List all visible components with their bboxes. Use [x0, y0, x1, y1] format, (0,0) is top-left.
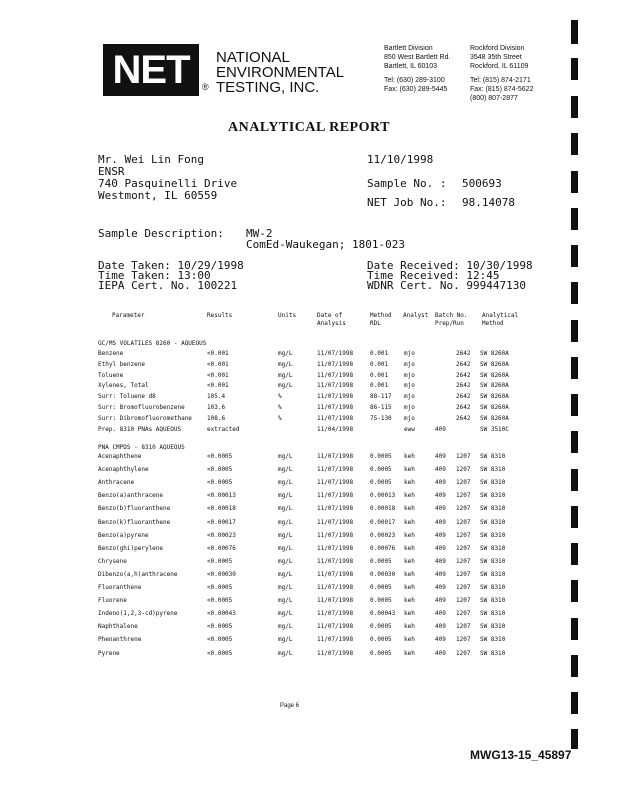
- cell-results: 105.4: [207, 393, 226, 401]
- edge-mark: [571, 692, 578, 714]
- col-parameter: Parameter: [112, 312, 145, 319]
- cell-analysis-date: 11/07/1998: [317, 518, 354, 526]
- cell-method-rdl: 0.001: [370, 350, 389, 357]
- cell-analytical-method: SW 8260A: [480, 360, 509, 368]
- col-date-of-analysis: Date of Analysis: [317, 312, 346, 327]
- cell-analyst: keh: [404, 479, 415, 487]
- cell-batch-run: 2642: [456, 414, 471, 422]
- cell-analytical-method: SW 8260A: [480, 350, 509, 357]
- cell-analytical-method: SW 8310: [480, 492, 506, 500]
- cell-parameter: Acenaphthene: [98, 453, 142, 460]
- cell-batch-run: 1207: [456, 531, 471, 539]
- cell-analysis-date: 11/07/1998: [317, 623, 354, 631]
- cell-results: <0.00017: [207, 518, 236, 526]
- cell-analysis-date: 11/07/1998: [317, 479, 354, 487]
- cell-batch-run: 1207: [456, 570, 471, 578]
- col-units: Units: [278, 312, 297, 319]
- edge-mark: [571, 282, 578, 304]
- company-logo: NET: [103, 44, 199, 96]
- cell-units: mg/L: [278, 636, 293, 644]
- table-row: [0, 415, 618, 426]
- recipient-city: Westmont, IL 60559: [98, 189, 218, 202]
- cell-method-rdl: 0.0005: [370, 584, 392, 591]
- cell-parameter: Phenanthrene: [98, 636, 142, 644]
- cell-analysis-date: 11/07/1998: [317, 505, 354, 513]
- cell-analysis-date: 11/07/1998: [317, 360, 354, 368]
- cell-batch-run: 1207: [456, 610, 471, 618]
- table-row: [0, 382, 618, 393]
- rockford-division-address: Rockford Division 3548 35th Street Rockford, IL 61109 Tel: (815) 874-2171 Fax: (815) 874-5622 (800) 807-2877: [470, 45, 534, 102]
- table-row: [0, 610, 618, 621]
- cell-results: 108.6: [207, 414, 226, 422]
- cell-analyst: keh: [404, 466, 415, 474]
- cell-results: <0.0005: [207, 636, 233, 644]
- cell-batch-run: 1207: [456, 636, 471, 644]
- cell-parameter: Surr: Dibromofluoromethane: [98, 414, 192, 422]
- time-received: Time Received: 12:45: [367, 269, 500, 282]
- cell-analytical-method: SW 8310: [480, 636, 506, 644]
- cell-analysis-date: 11/07/1998: [317, 404, 354, 411]
- cell-analysis-date: 11/07/1998: [317, 531, 354, 539]
- cell-analyst: keh: [404, 505, 415, 513]
- cell-batch-run: 2642: [456, 350, 471, 357]
- table-row: [0, 453, 618, 464]
- cell-results: <0.001: [207, 371, 229, 379]
- table-row: [0, 623, 618, 634]
- cell-batch-prep: 409: [435, 610, 446, 618]
- cell-parameter: Pyrene: [98, 649, 120, 657]
- section-title-pna: PNA CMPDS - 8310 AQUEOUS: [98, 444, 185, 451]
- col-method-rdl: Method RDL: [370, 312, 392, 327]
- company-name-line-2: ENVIRONMENTAL: [216, 64, 345, 81]
- cell-units: mg/L: [278, 505, 293, 513]
- cell-units: %: [278, 393, 282, 401]
- cell-method-rdl: 0.00018: [370, 505, 396, 513]
- cell-units: mg/L: [278, 610, 293, 618]
- date-received: Date Received: 10/30/1998: [367, 259, 533, 272]
- cell-parameter: Benzo(a)pyrene: [98, 531, 149, 539]
- table-row: [0, 492, 618, 503]
- cell-batch-run: 1207: [456, 597, 471, 605]
- cell-analyst: keh: [404, 649, 415, 657]
- table-row: [0, 571, 618, 582]
- cell-analysis-date: 11/07/1998: [317, 584, 354, 591]
- cell-results: <0.0005: [207, 597, 233, 605]
- cell-analysis-date: 11/07/1998: [317, 466, 354, 474]
- cell-analyst: keh: [404, 623, 415, 631]
- edge-mark: [571, 543, 578, 565]
- section-title-volatiles: GC/MS VOLATILES 8260 - AQUEOUS: [98, 340, 207, 347]
- report-title: ANALYTICAL REPORT: [228, 120, 390, 135]
- cell-results: <0.001: [207, 350, 229, 357]
- table-row: [0, 545, 618, 556]
- table-row: [0, 584, 618, 595]
- cell-method-rdl: 0.00023: [370, 531, 396, 539]
- cell-batch-prep: 409: [435, 584, 446, 591]
- cell-results: <0.00023: [207, 531, 236, 539]
- sample-description-label: Sample Description:: [98, 227, 224, 240]
- sample-no-value: 500693: [462, 177, 502, 190]
- cell-analyst: mjo: [404, 350, 415, 357]
- cell-analytical-method: SW 8260A: [480, 393, 509, 401]
- wdnr-cert: WDNR Cert. No. 999447130: [367, 279, 526, 292]
- cell-batch-prep: 409: [435, 466, 446, 474]
- cell-analytical-method: SW 8310: [480, 557, 506, 565]
- cell-results: <0.00018: [207, 505, 236, 513]
- cell-parameter: Benzo(k)fluoranthene: [98, 518, 171, 526]
- cell-analytical-method: SW 8260A: [480, 382, 509, 390]
- cell-method-rdl: 0.00043: [370, 610, 396, 618]
- cell-results: <0.0005: [207, 453, 233, 460]
- cell-batch-run: 2642: [456, 371, 471, 379]
- cell-method-rdl: 0.0005: [370, 557, 392, 565]
- sample-no-label: Sample No. :: [367, 177, 447, 190]
- cell-analyst: keh: [404, 597, 415, 605]
- iepa-cert: IEPA Cert. No. 100221: [98, 279, 238, 292]
- date-taken: Date Taken: 10/29/1998: [98, 259, 244, 272]
- cell-analyst: keh: [404, 570, 415, 578]
- cell-analysis-date: 11/07/1998: [317, 649, 354, 657]
- cell-batch-prep: 409: [435, 649, 446, 657]
- cell-analyst: mjo: [404, 393, 415, 401]
- cell-batch-run: 1207: [456, 584, 471, 591]
- cell-parameter: Fluorene: [98, 597, 127, 605]
- cell-units: mg/L: [278, 492, 293, 500]
- cell-method-rdl: 0.0005: [370, 466, 392, 474]
- col-analytical-method: Analytical Method: [482, 312, 519, 327]
- table-row: [0, 505, 618, 516]
- cell-batch-prep: 409: [435, 623, 446, 631]
- edge-mark: [571, 618, 578, 640]
- cell-batch-run: 1207: [456, 479, 471, 487]
- table-row: [0, 466, 618, 477]
- cell-method-rdl: 0.00013: [370, 492, 396, 500]
- recipient-name: Mr. Wei Lin Fong: [98, 153, 204, 166]
- table-row: [0, 350, 618, 361]
- edge-mark: [571, 245, 578, 267]
- cell-batch-prep: 409: [435, 518, 446, 526]
- cell-batch-run: 2642: [456, 393, 471, 401]
- cell-batch-prep: 409: [435, 636, 446, 644]
- cell-units: mg/L: [278, 557, 293, 565]
- cell-parameter: Acenaphthylene: [98, 466, 149, 474]
- cell-batch-prep: 409: [435, 597, 446, 605]
- cell-parameter: Naphthalene: [98, 623, 138, 631]
- cell-results: <0.001: [207, 360, 229, 368]
- cell-batch-prep: 409: [435, 425, 446, 433]
- cell-analytical-method: SW 8310: [480, 505, 506, 513]
- cell-analysis-date: 11/07/1998: [317, 414, 354, 422]
- cell-analyst: keh: [404, 636, 415, 644]
- cell-parameter: Anthracene: [98, 479, 135, 487]
- cell-results: <0.0005: [207, 557, 233, 565]
- company-name-line-1: NATIONAL: [216, 49, 290, 66]
- cell-analytical-method: SW 8310: [480, 649, 506, 657]
- recipient-street: 740 Pasquinelli Drive: [98, 177, 238, 190]
- cell-units: mg/L: [278, 570, 293, 578]
- cell-analyst: mjo: [404, 382, 415, 390]
- cell-parameter: Benzo(b)fluoranthene: [98, 505, 171, 513]
- cell-analyst: keh: [404, 584, 415, 591]
- edge-mark: [571, 133, 578, 155]
- cell-parameter: Surr: Bromofluorobenzene: [98, 404, 185, 411]
- cell-analysis-date: 11/07/1998: [317, 597, 354, 605]
- cell-batch-prep: 409: [435, 544, 446, 552]
- edge-mark: [571, 96, 578, 118]
- cell-analytical-method: SW 8310: [480, 623, 506, 631]
- cell-method-rdl: 0.0005: [370, 453, 392, 460]
- cell-parameter: Benzo(a)anthracene: [98, 492, 164, 500]
- cell-analytical-method: SW 8310: [480, 479, 506, 487]
- recipient-org: ENSR: [98, 165, 125, 178]
- cell-method-rdl: 88-117: [370, 393, 392, 401]
- cell-units: mg/L: [278, 382, 293, 390]
- cell-analysis-date: 11/07/1998: [317, 610, 354, 618]
- cell-units: mg/L: [278, 479, 293, 487]
- cell-batch-run: 1207: [456, 505, 471, 513]
- cell-batch-run: 1207: [456, 649, 471, 657]
- cell-method-rdl: 0.001: [370, 382, 389, 390]
- time-taken: Time Taken: 13:00: [98, 269, 211, 282]
- cell-results: <0.00013: [207, 492, 236, 500]
- col-results: Results: [207, 312, 233, 319]
- edge-mark: [571, 320, 578, 342]
- cell-batch-prep: 409: [435, 492, 446, 500]
- cell-results: <0.0005: [207, 649, 233, 657]
- table-row: [0, 479, 618, 490]
- cell-units: mg/L: [278, 531, 293, 539]
- cell-analysis-date: 11/07/1998: [317, 544, 354, 552]
- cell-analytical-method: SW 8310: [480, 531, 506, 539]
- edge-mark: [571, 580, 578, 602]
- cell-batch-run: 1207: [456, 466, 471, 474]
- cell-analytical-method: SW 8260A: [480, 371, 509, 379]
- col-batch-no: Batch No. Prep/Run: [435, 312, 468, 327]
- table-row: [0, 404, 618, 415]
- cell-analysis-date: 11/07/1998: [317, 382, 354, 390]
- cell-analytical-method: SW 8310: [480, 570, 506, 578]
- cell-analyst: mjo: [404, 360, 415, 368]
- cell-results: <0.0005: [207, 584, 233, 591]
- cell-method-rdl: 0.0005: [370, 636, 392, 644]
- cell-analytical-method: SW 8260A: [480, 404, 509, 411]
- cell-units: mg/L: [278, 597, 293, 605]
- job-no-value: 98.14078: [462, 196, 515, 209]
- cell-analyst: keh: [404, 557, 415, 565]
- document-id: MWG13-15_45897: [470, 748, 572, 762]
- sample-description-line-2: ComEd-Waukegan; 1801-023: [246, 238, 405, 251]
- cell-parameter: Fluoranthene: [98, 584, 142, 591]
- cell-analysis-date: 11/07/1998: [317, 492, 354, 500]
- edge-mark: [571, 20, 578, 44]
- cell-results: 103.6: [207, 404, 226, 411]
- cell-units: mg/L: [278, 360, 293, 368]
- cell-units: mg/L: [278, 584, 293, 591]
- edge-mark: [571, 208, 578, 230]
- cell-analysis-date: 11/07/1998: [317, 371, 354, 379]
- cell-analysis-date: 11/07/1998: [317, 453, 354, 460]
- cell-batch-prep: 409: [435, 505, 446, 513]
- edge-mark: [571, 431, 578, 453]
- cell-analysis-date: 11/07/1998: [317, 570, 354, 578]
- cell-batch-run: 1207: [456, 544, 471, 552]
- cell-results: extracted: [207, 425, 240, 433]
- cell-method-rdl: 0.00076: [370, 544, 396, 552]
- edge-mark: [571, 469, 578, 491]
- cell-batch-prep: 409: [435, 479, 446, 487]
- cell-batch-run: 2642: [456, 404, 471, 411]
- cell-results: <0.0005: [207, 623, 233, 631]
- cell-method-rdl: 0.0005: [370, 623, 392, 631]
- cell-method-rdl: 86-115: [370, 404, 392, 411]
- cell-units: mg/L: [278, 544, 293, 552]
- cell-results: <0.0005: [207, 479, 233, 487]
- cell-analytical-method: SW 8310: [480, 584, 506, 591]
- cell-analysis-date: 11/04/1998: [317, 425, 354, 433]
- cell-batch-run: 1207: [456, 492, 471, 500]
- cell-method-rdl: 0.0005: [370, 649, 392, 657]
- table-row: [0, 532, 618, 543]
- cell-parameter: Xylenes, Total: [98, 382, 149, 390]
- cell-parameter: Chrysene: [98, 557, 127, 565]
- company-name-line-3: TESTING, INC.: [216, 79, 320, 96]
- cell-analytical-method: SW 8310: [480, 518, 506, 526]
- col-analyst: Analyst: [403, 312, 429, 319]
- table-row: [0, 393, 618, 404]
- cell-analyst: keh: [404, 518, 415, 526]
- registered-mark: ®: [202, 82, 209, 92]
- cell-analytical-method: SW 8310: [480, 453, 506, 460]
- cell-method-rdl: 0.001: [370, 360, 389, 368]
- cell-analytical-method: SW 3510C: [480, 425, 509, 433]
- cell-batch-run: 1207: [456, 557, 471, 565]
- cell-batch-run: 1207: [456, 453, 471, 460]
- cell-results: <0.00030: [207, 570, 236, 578]
- cell-parameter: Toluene: [98, 371, 124, 379]
- cell-batch-run: 1207: [456, 518, 471, 526]
- page-number: Page 6: [280, 703, 300, 709]
- cell-analytical-method: SW 8310: [480, 610, 506, 618]
- cell-units: mg/L: [278, 623, 293, 631]
- cell-results: <0.001: [207, 382, 229, 390]
- cell-method-rdl: 0.00030: [370, 570, 396, 578]
- cell-analyst: mjo: [404, 404, 415, 411]
- table-row: [0, 519, 618, 530]
- cell-units: mg/L: [278, 350, 293, 357]
- table-row: [0, 372, 618, 383]
- cell-method-rdl: 0.0005: [370, 597, 392, 605]
- job-no-label: NET Job No.:: [367, 196, 447, 209]
- edge-mark: [571, 655, 578, 677]
- cell-analyst: keh: [404, 531, 415, 539]
- cell-analytical-method: SW 8260A: [480, 414, 509, 422]
- bartlett-division-address: Bartlett Division 850 West Bartlett Rd. Bartlett, IL 60103 Tel: (630) 289-3100 Fax: (630) 289-5445: [384, 45, 451, 93]
- cell-batch-prep: 409: [435, 570, 446, 578]
- cell-batch-prep: 409: [435, 531, 446, 539]
- cell-parameter: Benzo(ghi)perylene: [98, 544, 164, 552]
- cell-units: %: [278, 414, 282, 422]
- cell-analyst: eww: [404, 425, 415, 433]
- table-row: [0, 361, 618, 372]
- cell-analysis-date: 11/07/1998: [317, 350, 354, 357]
- cell-analytical-method: SW 8310: [480, 466, 506, 474]
- table-row: [0, 650, 618, 661]
- cell-units: mg/L: [278, 453, 293, 460]
- cell-batch-run: 2642: [456, 360, 471, 368]
- cell-units: mg/L: [278, 466, 293, 474]
- cell-results: <0.0005: [207, 466, 233, 474]
- table-row: [0, 558, 618, 569]
- edge-mark: [571, 729, 578, 749]
- edge-mark: [571, 394, 578, 416]
- cell-method-rdl: 0.0005: [370, 479, 392, 487]
- cell-analysis-date: 11/07/1998: [317, 557, 354, 565]
- table-row: [0, 636, 618, 647]
- table-row: [0, 597, 618, 608]
- cell-results: <0.00043: [207, 610, 236, 618]
- sample-description-line-1: MW-2: [246, 227, 273, 240]
- cell-analyst: mjo: [404, 371, 415, 379]
- cell-analytical-method: SW 8310: [480, 597, 506, 605]
- cell-analytical-method: SW 8310: [480, 544, 506, 552]
- cell-units: mg/L: [278, 371, 293, 379]
- cell-parameter: Prep. 8310 PNAs AQUEOUS: [98, 425, 182, 433]
- cell-parameter: Ethyl benzene: [98, 360, 145, 368]
- cell-parameter: Surr: Toluene d8: [98, 393, 156, 401]
- edge-mark: [571, 171, 578, 193]
- cell-batch-prep: 409: [435, 557, 446, 565]
- cell-analyst: keh: [404, 492, 415, 500]
- cell-analyst: mjo: [404, 414, 415, 422]
- report-date: 11/10/1998: [367, 153, 434, 166]
- table-row: [0, 426, 618, 437]
- cell-parameter: Benzene: [98, 350, 124, 357]
- cell-parameter: Indeno(1,2,3-cd)pyrene: [98, 610, 178, 618]
- cell-analysis-date: 11/07/1998: [317, 393, 354, 401]
- cell-method-rdl: 0.001: [370, 371, 389, 379]
- cell-units: mg/L: [278, 518, 293, 526]
- cell-analyst: keh: [404, 544, 415, 552]
- cell-batch-run: 2642: [456, 382, 471, 390]
- cell-results: <0.00076: [207, 544, 236, 552]
- cell-units: %: [278, 404, 282, 411]
- cell-parameter: Dibenzo(a,h)anthracene: [98, 570, 178, 578]
- cell-method-rdl: 0.00017: [370, 518, 396, 526]
- edge-mark: [571, 506, 578, 528]
- cell-analyst: keh: [404, 610, 415, 618]
- cell-analysis-date: 11/07/1998: [317, 636, 354, 644]
- cell-batch-prep: 409: [435, 453, 446, 460]
- cell-batch-run: 1207: [456, 623, 471, 631]
- cell-units: mg/L: [278, 649, 293, 657]
- edge-mark: [571, 58, 578, 80]
- cell-analyst: keh: [404, 453, 415, 460]
- cell-method-rdl: 75-130: [370, 414, 392, 422]
- edge-mark: [571, 357, 578, 379]
